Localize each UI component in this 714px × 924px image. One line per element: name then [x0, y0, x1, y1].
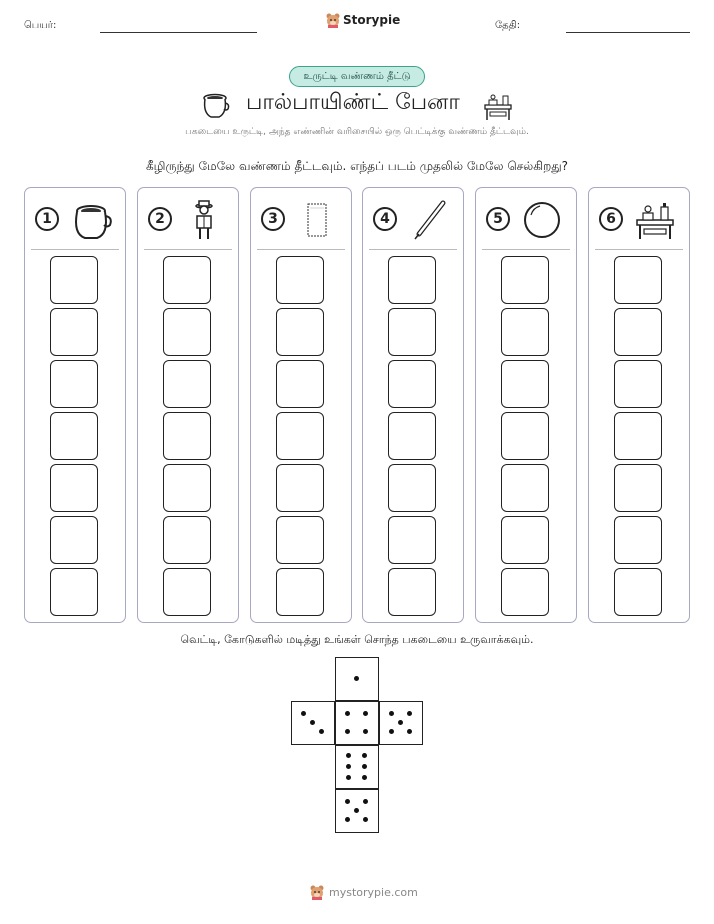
color-box[interactable]	[276, 516, 324, 564]
color-box[interactable]	[614, 360, 662, 408]
activity-badge: உருட்டி வண்ணம் தீட்டு	[289, 66, 425, 87]
color-box[interactable]	[614, 412, 662, 460]
footer	[309, 884, 418, 900]
dice-pip	[346, 775, 351, 780]
ball-icon	[520, 198, 564, 242]
color-box[interactable]	[388, 568, 436, 616]
dice-pip	[310, 720, 315, 725]
color-box[interactable]	[50, 412, 98, 460]
column-divider	[482, 249, 570, 250]
dice-pip	[301, 711, 306, 716]
color-box[interactable]	[388, 256, 436, 304]
dice-pip	[319, 729, 324, 734]
color-box[interactable]	[50, 308, 98, 356]
dice-face-1	[335, 657, 379, 701]
pot-icon	[69, 198, 113, 242]
color-box[interactable]	[501, 516, 549, 564]
column-5	[475, 187, 577, 623]
dice-pip	[389, 711, 394, 716]
column-divider	[31, 249, 119, 250]
bear-logo-icon	[325, 12, 341, 28]
dice-pip	[346, 753, 351, 758]
color-box[interactable]	[276, 412, 324, 460]
footer-url[interactable]: mystorypie.com	[329, 885, 418, 899]
dice-pip	[345, 817, 350, 822]
color-box[interactable]	[276, 568, 324, 616]
color-box[interactable]	[388, 308, 436, 356]
column-divider	[257, 249, 345, 250]
dice-pip	[407, 711, 412, 716]
brand-logo	[325, 12, 400, 28]
color-box[interactable]	[276, 256, 324, 304]
color-box[interactable]	[163, 308, 211, 356]
color-box[interactable]	[50, 464, 98, 512]
dice-face-5	[379, 701, 423, 745]
color-box[interactable]	[388, 516, 436, 564]
instructions: பகடையை உருட்டி, அந்த எண்ணின் வரிசையில் ஒரு பெட்டிக்கு வண்ணம் தீட்டவும்.	[185, 127, 529, 137]
color-box[interactable]	[501, 412, 549, 460]
color-box[interactable]	[501, 568, 549, 616]
workbench-icon	[483, 93, 515, 121]
dice-face-3	[291, 701, 335, 745]
color-box[interactable]	[501, 308, 549, 356]
bear-logo-icon	[309, 884, 325, 900]
color-box[interactable]	[614, 516, 662, 564]
color-box[interactable]	[163, 464, 211, 512]
dice-pip	[354, 676, 359, 681]
date-label: தேதி:	[495, 20, 521, 31]
name-line[interactable]	[100, 32, 257, 33]
color-box[interactable]	[276, 360, 324, 408]
color-box[interactable]	[388, 360, 436, 408]
paper-sheet-icon	[295, 198, 339, 242]
dice-face-4	[335, 701, 379, 745]
color-box[interactable]	[388, 412, 436, 460]
dice-pip	[345, 799, 350, 804]
pen-icon	[407, 198, 451, 242]
date-line[interactable]	[566, 32, 690, 33]
column-number: 5	[486, 207, 510, 231]
column-number: 6	[599, 207, 623, 231]
color-box[interactable]	[50, 360, 98, 408]
color-box[interactable]	[388, 464, 436, 512]
color-box[interactable]	[163, 256, 211, 304]
color-box[interactable]	[614, 464, 662, 512]
dice-pip	[354, 808, 359, 813]
man-figure-icon	[182, 198, 226, 242]
column-number: 3	[261, 207, 285, 231]
workbench-icon	[633, 198, 677, 242]
dice-pip	[363, 729, 368, 734]
dice-face-5	[335, 789, 379, 833]
color-box[interactable]	[614, 256, 662, 304]
dice-pip	[346, 764, 351, 769]
column-number: 2	[148, 207, 172, 231]
color-box[interactable]	[163, 516, 211, 564]
column-number: 4	[373, 207, 397, 231]
cut-instruction: வெட்டி, கோடுகளில் மடித்து உங்கள் சொந்த பகடையை உருவாக்கவும்.	[180, 633, 534, 646]
pot-icon	[201, 93, 231, 119]
dice-face-6	[335, 745, 379, 789]
color-box[interactable]	[276, 308, 324, 356]
color-box[interactable]	[50, 256, 98, 304]
column-divider	[595, 249, 683, 250]
column-1	[24, 187, 126, 623]
color-box[interactable]	[163, 412, 211, 460]
column-number: 1	[35, 207, 59, 231]
column-3	[250, 187, 352, 623]
color-box[interactable]	[501, 464, 549, 512]
dice-pip	[345, 729, 350, 734]
color-box[interactable]	[50, 568, 98, 616]
dice-pip	[363, 711, 368, 716]
dice-pip	[398, 720, 403, 725]
page-title: பால்பாயிண்ட் பேனா	[246, 90, 460, 115]
color-box[interactable]	[501, 360, 549, 408]
name-label: பெயர்:	[24, 20, 57, 31]
color-box[interactable]	[50, 516, 98, 564]
column-divider	[144, 249, 232, 250]
dice-pip	[362, 764, 367, 769]
color-box[interactable]	[163, 360, 211, 408]
dice-pip	[362, 753, 367, 758]
dice-pip	[363, 817, 368, 822]
color-box[interactable]	[614, 308, 662, 356]
column-6	[588, 187, 690, 623]
dice-pip	[389, 729, 394, 734]
color-box[interactable]	[163, 568, 211, 616]
dice-pip	[407, 729, 412, 734]
dice-pip	[345, 711, 350, 716]
column-4	[362, 187, 464, 623]
color-box[interactable]	[501, 256, 549, 304]
column-2	[137, 187, 239, 623]
column-divider	[369, 249, 457, 250]
brand-name: Storypie	[343, 13, 401, 27]
question: கீழிருந்து மேலே வண்ணம் தீட்டவும். எந்தப் படம் முதலில் மேலே செல்கிறது?	[145, 159, 569, 173]
dice-pip	[363, 799, 368, 804]
dice-pip	[362, 775, 367, 780]
color-box[interactable]	[614, 568, 662, 616]
color-box[interactable]	[276, 464, 324, 512]
